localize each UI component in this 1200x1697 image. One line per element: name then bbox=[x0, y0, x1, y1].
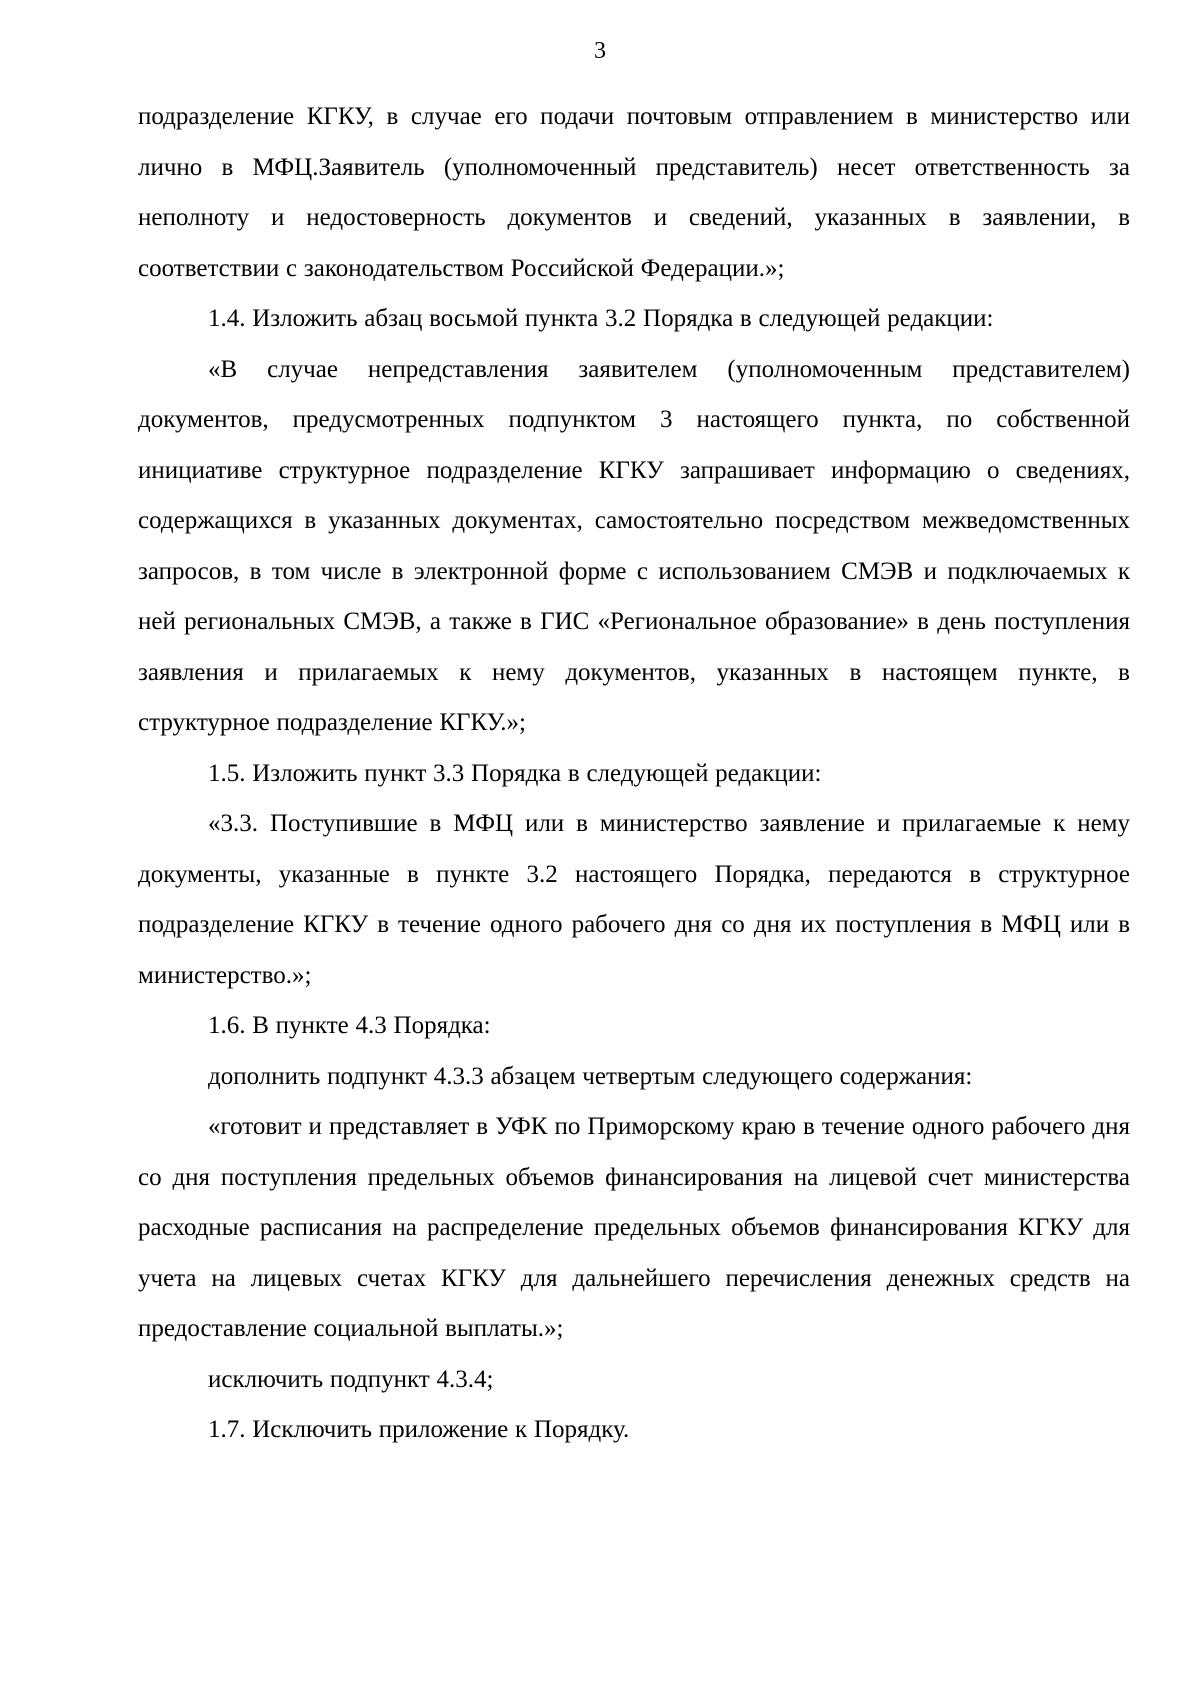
paragraph-item-1-6-exclude: исключить подпункт 4.3.4; bbox=[208, 1365, 494, 1393]
paragraph-item-1-6-amend: дополнить подпункт 4.3.3 абзацем четвертым следующего содержания: bbox=[208, 1062, 973, 1090]
paragraph-continuation: подразделение КГКУ, в случае его подачи почтовым отправлением в министерство или лично в МФЦ.Заявитель (уполномоченный представитель) несет ответственность за неполноту и недостоверность документов и сведений, указанных в заявлении, в соответствии с законодательством Российской Федерации.»; bbox=[138, 103, 1130, 282]
page-number: 3 bbox=[594, 38, 606, 64]
paragraph-quote-1-5: «3.3. Поступившие в МФЦ или в министерство заявление и прилагаемые к нему документы, указанные в пункте 3.2 настоящего Порядка, передаются в структурное подразделение КГКУ в течение одного рабочего дня со дня их поступления в МФЦ или в министерство.»; bbox=[138, 810, 1130, 989]
paragraph-item-1-7: 1.7. Исключить приложение к Порядку. bbox=[208, 1416, 630, 1443]
paragraph-quote-1-6: «готовит и представляет в УФК по Приморскому краю в течение одного рабочего дня со дня поступления предельных объемов финансирования на лицевой счет министерства расходные расписания на распределение предельных объемов финансирования КГКУ для учета на лицевых счетах КГКУ для дальнейшего перечисления денежных средств на предоставление социальной выплаты.»; bbox=[138, 1113, 1130, 1342]
paragraph-quote-1-4: «В случае непредставления заявителем (уполномоченным представителем) документов, предусмотренных подпунктом 3 настоящего пункта, по собственной инициативе структурное подразделение КГКУ запрашивает информацию о сведениях, содержащихся в указанных документах, самостоятельно посредством межведомственных запросов, в том числе в электронной форме с использованием СМЭВ и подключаемых к ней региональных СМЭВ, а также в ГИС «Региональное образование» в день поступления заявления и прилагаемых к нему документов, указанных в настоящем пункте, в структурное подразделение КГКУ.»; bbox=[138, 355, 1130, 736]
paragraph-item-1-4: 1.4. Изложить абзац восьмой пункта 3.2 Порядка в следующей редакции: bbox=[208, 305, 994, 332]
paragraph-item-1-6: 1.6. В пункте 4.3 Порядка: bbox=[208, 1012, 491, 1039]
paragraph-item-1-5: 1.5. Изложить пункт 3.3 Порядка в следующей редакции: bbox=[208, 759, 822, 787]
document-body bbox=[138, 92, 1130, 1456]
